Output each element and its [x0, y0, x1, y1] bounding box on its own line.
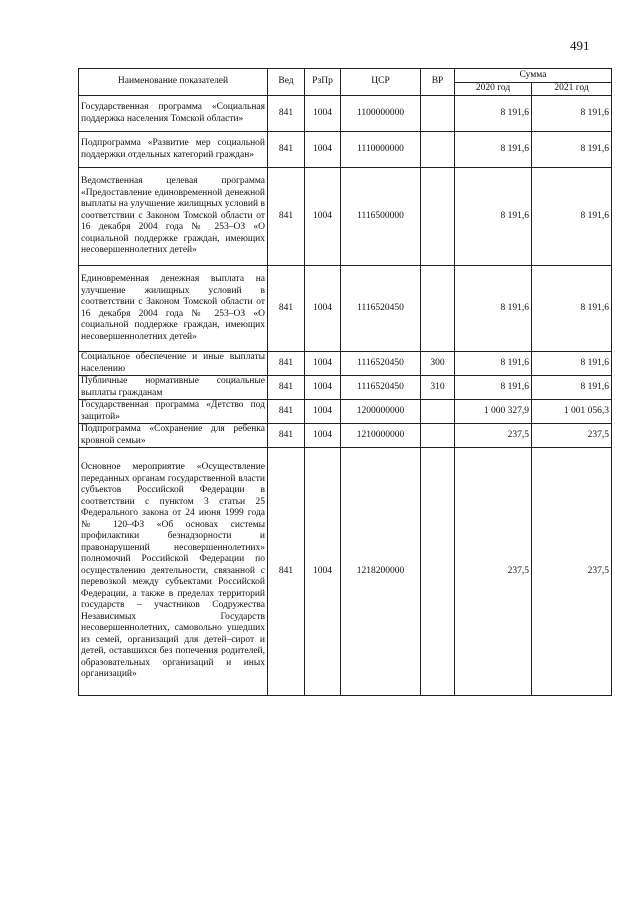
table-row	[79, 400, 612, 424]
row-csr: 1200000000	[341, 400, 421, 424]
row-2020: 8 191,6	[455, 96, 532, 132]
row-rzpr: 1004	[305, 376, 341, 400]
header-vr: ВР	[421, 69, 455, 96]
row-ved: 841	[268, 132, 305, 168]
row-csr: 1116520450	[341, 266, 421, 352]
header-2020: 2020 год	[455, 83, 532, 96]
table-row	[79, 448, 612, 696]
row-name: Подпрограмма «Сохранение для ребенка кровной семьи»	[79, 424, 268, 448]
row-2020: 8 191,6	[455, 376, 532, 400]
row-name: Социальное обеспечение и иные выплаты населению	[79, 352, 268, 376]
table-row	[79, 132, 612, 168]
row-2020: 237,5	[455, 448, 532, 696]
row-vr	[421, 448, 455, 696]
row-name: Основное мероприятие «Осуществление переданных органам государственной власти субъектов Российской Федерации в соответствии с пунктом 3 статьи 25 Федерального закона от 24 июня 1999 года № 120–ФЗ «Об основах системы профилактики безнадзорности и правонарушений несовершеннолетних» полномочий Российской Федерации по осуществлению деятельности, связанной с перевозкой между субъектами Российской Федерации, а также в пределах территорий государств – участников Содружества Независимых Государств несовершеннолетних, самовольно ушедших из семей, организаций для детей–сирот и детей, оставшихся без попечения родителей, образовательных организаций и иных организаций»	[79, 448, 268, 696]
row-rzpr: 1004	[305, 448, 341, 696]
row-ved: 841	[268, 376, 305, 400]
row-2021: 8 191,6	[532, 376, 612, 400]
row-2020: 8 191,6	[455, 352, 532, 376]
row-2021: 237,5	[532, 448, 612, 696]
row-vr	[421, 266, 455, 352]
row-rzpr: 1004	[305, 424, 341, 448]
row-csr: 1218200000	[341, 448, 421, 696]
row-2021: 8 191,6	[532, 96, 612, 132]
row-vr	[421, 132, 455, 168]
row-rzpr: 1004	[305, 168, 341, 266]
row-vr	[421, 168, 455, 266]
row-ved: 841	[268, 168, 305, 266]
row-2020: 8 191,6	[455, 266, 532, 352]
row-2021: 8 191,6	[532, 132, 612, 168]
table-row	[79, 96, 612, 132]
table-row	[79, 168, 612, 266]
row-2021: 8 191,6	[532, 266, 612, 352]
row-2020: 237,5	[455, 424, 532, 448]
table-row	[79, 376, 612, 400]
row-name: Единовременная денежная выплата на улучшение жилищных условий в соответствии с Законом Томской области от 16 декабря 2004 года № 253–ОЗ «О социальной поддержке граждан, имеющих несовершеннолетних детей»	[79, 266, 268, 352]
table-row	[79, 352, 612, 376]
row-rzpr: 1004	[305, 132, 341, 168]
row-name: Публичные нормативные социальные выплаты гражданам	[79, 376, 268, 400]
row-ved: 841	[268, 448, 305, 696]
header-rzpr: РзПр	[305, 69, 341, 96]
row-vr	[421, 400, 455, 424]
row-csr: 1116520450	[341, 376, 421, 400]
row-csr: 1100000000	[341, 96, 421, 132]
row-ved: 841	[268, 424, 305, 448]
row-vr: 310	[421, 376, 455, 400]
row-ved: 841	[268, 266, 305, 352]
row-rzpr: 1004	[305, 266, 341, 352]
row-2021: 8 191,6	[532, 168, 612, 266]
budget-table	[78, 68, 612, 696]
row-vr: 300	[421, 352, 455, 376]
header-2021: 2021 год	[532, 83, 612, 96]
row-2021: 8 191,6	[532, 352, 612, 376]
row-vr	[421, 424, 455, 448]
row-2021: 237,5	[532, 424, 612, 448]
header-name: Наименование показателей	[79, 69, 268, 96]
row-rzpr: 1004	[305, 352, 341, 376]
table-row	[79, 266, 612, 352]
row-vr	[421, 96, 455, 132]
row-ved: 841	[268, 352, 305, 376]
row-name: Подпрограмма «Развитие мер социальной поддержки отдельных категорий граждан»	[79, 132, 268, 168]
row-csr: 1110000000	[341, 132, 421, 168]
page-number: 491	[570, 38, 590, 53]
row-name: Ведомственная целевая программа «Предоставление единовременной денежной выплаты на улучшение жилищных условий в соответствии с Законом Томской области от 16 декабря 2004 года № 253–ОЗ «О социальной поддержке граждан, имеющих несовершеннолетних детей»	[79, 168, 268, 266]
row-csr: 1116500000	[341, 168, 421, 266]
row-name: Государственная программа «Социальная поддержка населения Томской области»	[79, 96, 268, 132]
row-rzpr: 1004	[305, 400, 341, 424]
table-row	[79, 424, 612, 448]
row-name: Государственная программа «Детство под защитой»	[79, 400, 268, 424]
row-rzpr: 1004	[305, 96, 341, 132]
row-csr: 1116520450	[341, 352, 421, 376]
row-ved: 841	[268, 400, 305, 424]
row-csr: 1210000000	[341, 424, 421, 448]
row-2020: 1 000 327,9	[455, 400, 532, 424]
row-2020: 8 191,6	[455, 168, 532, 266]
row-2020: 8 191,6	[455, 132, 532, 168]
header-csr: ЦСР	[341, 69, 421, 96]
header-ved: Вед	[268, 69, 305, 96]
row-ved: 841	[268, 96, 305, 132]
row-2021: 1 001 056,3	[532, 400, 612, 424]
header-sum: Сумма	[455, 69, 612, 83]
